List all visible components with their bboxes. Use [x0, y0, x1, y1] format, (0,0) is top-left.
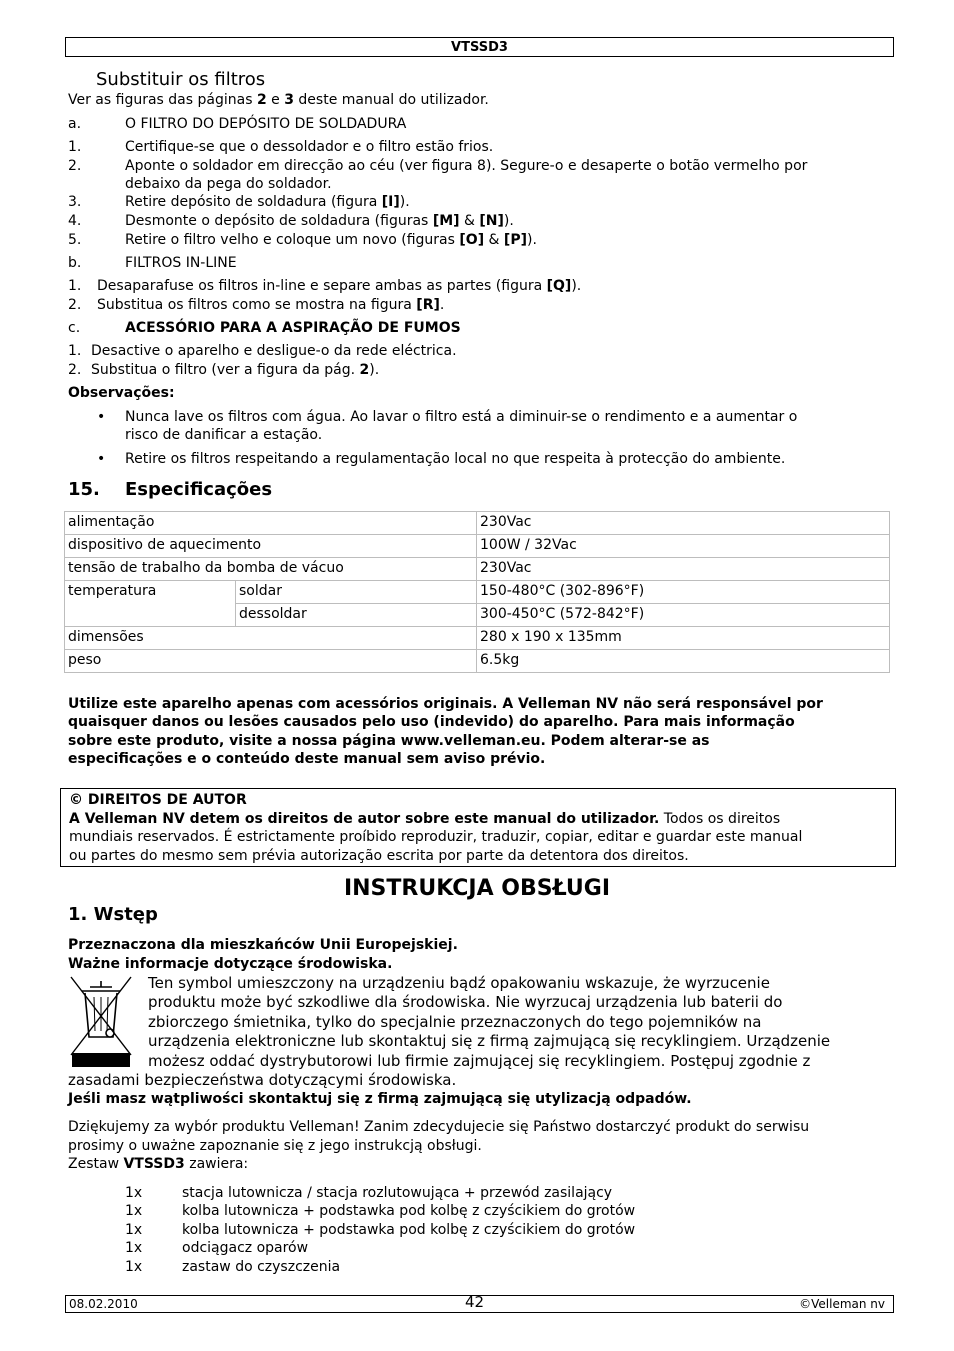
spec-sublabel: dessoldar	[236, 604, 477, 627]
note-text: risco de danificar a estação.	[125, 427, 323, 443]
model-name: VTSSD3	[451, 40, 508, 55]
table-row	[65, 650, 890, 673]
step-number: 1.	[68, 139, 82, 155]
item-desc: stacja lutownicza / stacja rozlutowująca + przewód zasilający	[182, 1185, 613, 1201]
step-text: Substitua os filtros como se mostra na figura [R].	[97, 297, 445, 313]
spec-value: 6.5kg	[477, 650, 890, 673]
step-text: Retire o filtro velho e coloque um novo (figuras [O] & [P]).	[125, 232, 537, 248]
step-number: 1.	[68, 343, 82, 359]
subsection-letter: b.	[68, 255, 82, 271]
table-row	[65, 512, 890, 535]
item-qty: 1x	[125, 1203, 143, 1219]
item-qty: 1x	[125, 1240, 143, 1256]
notes-title: Observações:	[68, 385, 175, 401]
page-number: 42	[465, 1293, 485, 1311]
spec-value: 280 x 190 x 135mm	[477, 627, 890, 650]
step-number: 2.	[68, 297, 82, 313]
spec-label: alimentação	[65, 512, 477, 535]
spec-label: dispositivo de aquecimento	[65, 535, 477, 558]
section-title: 1. Wstęp	[68, 904, 158, 925]
step-number: 4.	[68, 213, 82, 229]
table-row	[65, 558, 890, 581]
section-title: Substituir os filtros	[96, 69, 266, 90]
eu-subheading: Ważne informacje dotyczące środowiska.	[68, 956, 393, 972]
page-footer	[65, 1295, 894, 1313]
item-desc: kolba lutownicza + podstawka pod kolbę z czyścikiem do grotów	[182, 1222, 636, 1238]
page-header	[65, 37, 894, 57]
weee-bin-icon	[68, 975, 134, 1069]
item-desc: zastaw do czyszczenia	[182, 1259, 341, 1275]
spec-value: 300-450°C (572-842°F)	[477, 604, 890, 627]
spec-label: temperatura	[65, 581, 236, 627]
disclaimer-line: Utilize este aparelho apenas com acessórios originais. A Velleman NV não será responsável por	[68, 696, 823, 712]
thanks-line: Dziękujemy za wybór produktu Velleman! Zanim zdecydujecie się Państwo dostarczyć produkt do serwisu	[68, 1119, 810, 1135]
step-number: 2.	[68, 362, 82, 378]
spec-label: peso	[65, 650, 477, 673]
env-line: zasadami bezpieczeństwa dotyczącymi środowiska.	[68, 1071, 457, 1089]
item-qty: 1x	[125, 1259, 143, 1275]
kit-intro: Zestaw VTSSD3 zawiera:	[68, 1156, 249, 1172]
copyright-line: A Velleman NV detem os direitos de autor sobre este manual do utilizador. Todos os direitos	[69, 810, 781, 827]
spec-value: 100W / 32Vac	[477, 535, 890, 558]
note-text: Retire os filtros respeitando a regulamentação local no que respeita à protecção do ambiente.	[125, 451, 786, 467]
table-row	[65, 535, 890, 558]
step-text: Desaparafuse os filtros in-line e separe ambas as partes (figura [Q]).	[97, 278, 582, 294]
table-row	[65, 581, 890, 604]
step-number: 3.	[68, 194, 82, 210]
spec-sublabel: soldar	[236, 581, 477, 604]
copyright-line: mundiais reservados. É estrictamente proíbido reproduzir, traduzir, copiar, editar e guardar este manual	[69, 829, 803, 845]
contact-note: Jeśli masz wątpliwości skontaktuj się z firmą zajmującą się utylizacją odpadów.	[68, 1091, 692, 1107]
step-number: 5.	[68, 232, 82, 248]
spec-table	[64, 511, 890, 673]
bullet-icon: •	[97, 409, 106, 425]
step-text: Desmonte o depósito de soldadura (figuras [M] & [N]).	[125, 213, 514, 229]
spec-value: 230Vac	[477, 558, 890, 581]
copyright-line: ou partes do mesmo sem prévia autorização escrita por parte da detentora dos direitos.	[69, 847, 689, 864]
copyright-title: © DIREITOS DE AUTOR	[69, 792, 247, 808]
subsection-title: FILTROS IN-LINE	[125, 255, 237, 271]
item-qty: 1x	[125, 1222, 143, 1238]
footer-date: 08.02.2010	[69, 1297, 138, 1311]
env-line: produktu może być szkodliwe dla środowiska. Nie wyrzucaj urządzenia lub baterii do	[148, 993, 783, 1011]
env-line: urządzenia elektroniczne lub skontaktuj się z firmą zajmującą się recyklingiem. Urządzenie	[148, 1032, 831, 1050]
step-text: Substitua o filtro (ver a figura da pág. 2).	[91, 362, 380, 378]
bullet-icon: •	[97, 451, 106, 467]
step-number: 1.	[68, 278, 82, 294]
item-desc: kolba lutownicza + podstawka pod kolbę z czyścikiem do grotów	[182, 1203, 636, 1219]
disclaimer-line: especificações e o conteúdo deste manual sem aviso prévio.	[68, 751, 546, 767]
intro-text: Ver as figuras das páginas 2 e 3 deste manual do utilizador.	[68, 92, 489, 108]
item-desc: odciągacz oparów	[182, 1240, 309, 1256]
subsection-letter: a.	[68, 116, 82, 132]
spec-value: 230Vac	[477, 512, 890, 535]
note-text: Nunca lave os filtros com água. Ao lavar o filtro está a diminuir-se o rendimento e a aumentar o	[125, 409, 798, 425]
disclaimer-line: sobre este produto, visite a nossa página www.velleman.eu. Podem alterar-se as	[68, 733, 710, 749]
section-title: Especificações	[125, 479, 273, 500]
spec-value: 150-480°C (302-896°F)	[477, 581, 890, 604]
spec-label: dimensões	[65, 627, 477, 650]
footer-copyright: ©Velleman nv	[799, 1297, 885, 1311]
step-text: Retire depósito de soldadura (figura [I]).	[125, 194, 410, 210]
step-number: 2.	[68, 158, 82, 174]
subsection-title: O FILTRO DO DEPÓSITO DE SOLDADURA	[125, 116, 407, 132]
env-line: zbiorczego śmietnika, tylko do specjalnie przeznaczonych do tego pojemników na	[148, 1013, 762, 1031]
subsection-title: ACESSÓRIO PARA A ASPIRAÇÃO DE FUMOS	[125, 320, 461, 336]
disclaimer-line: quaisquer danos ou lesões causados pelo uso (indevido) do aparelho. Para mais informação	[68, 714, 795, 730]
env-line: możesz oddać dystrybutorowi lub firmie zajmującej się recyklingiem. Postępuj zgodnie z	[148, 1052, 811, 1070]
subsection-letter: c.	[68, 320, 81, 336]
item-qty: 1x	[125, 1185, 143, 1201]
table-row	[65, 627, 890, 650]
eu-heading: Przeznaczona dla mieszkańców Unii Europejskiej.	[68, 937, 458, 953]
env-line: Ten symbol umieszczony na urządzeniu bądź opakowaniu wskazuje, że wyrzucenie	[148, 974, 770, 992]
page-title: INSTRUKCJA OBSŁUGI	[343, 876, 611, 901]
copyright-box	[60, 788, 896, 867]
step-text: Desactive o aparelho e desligue-o da rede eléctrica.	[91, 343, 457, 359]
section-number: 15.	[68, 479, 100, 500]
step-text: debaixo da pega do soldador.	[125, 176, 332, 192]
thanks-line: prosimy o uważne zapoznanie się z jego instrukcją obsługi.	[68, 1138, 482, 1154]
step-text: Certifique-se que o dessoldador e o filtro estão frios.	[125, 139, 494, 155]
step-text: Aponte o soldador em direcção ao céu (ver figura 8). Segure-o e desaperte o botão vermelho por	[125, 158, 808, 174]
spec-label: tensão de trabalho da bomba de vácuo	[65, 558, 477, 581]
